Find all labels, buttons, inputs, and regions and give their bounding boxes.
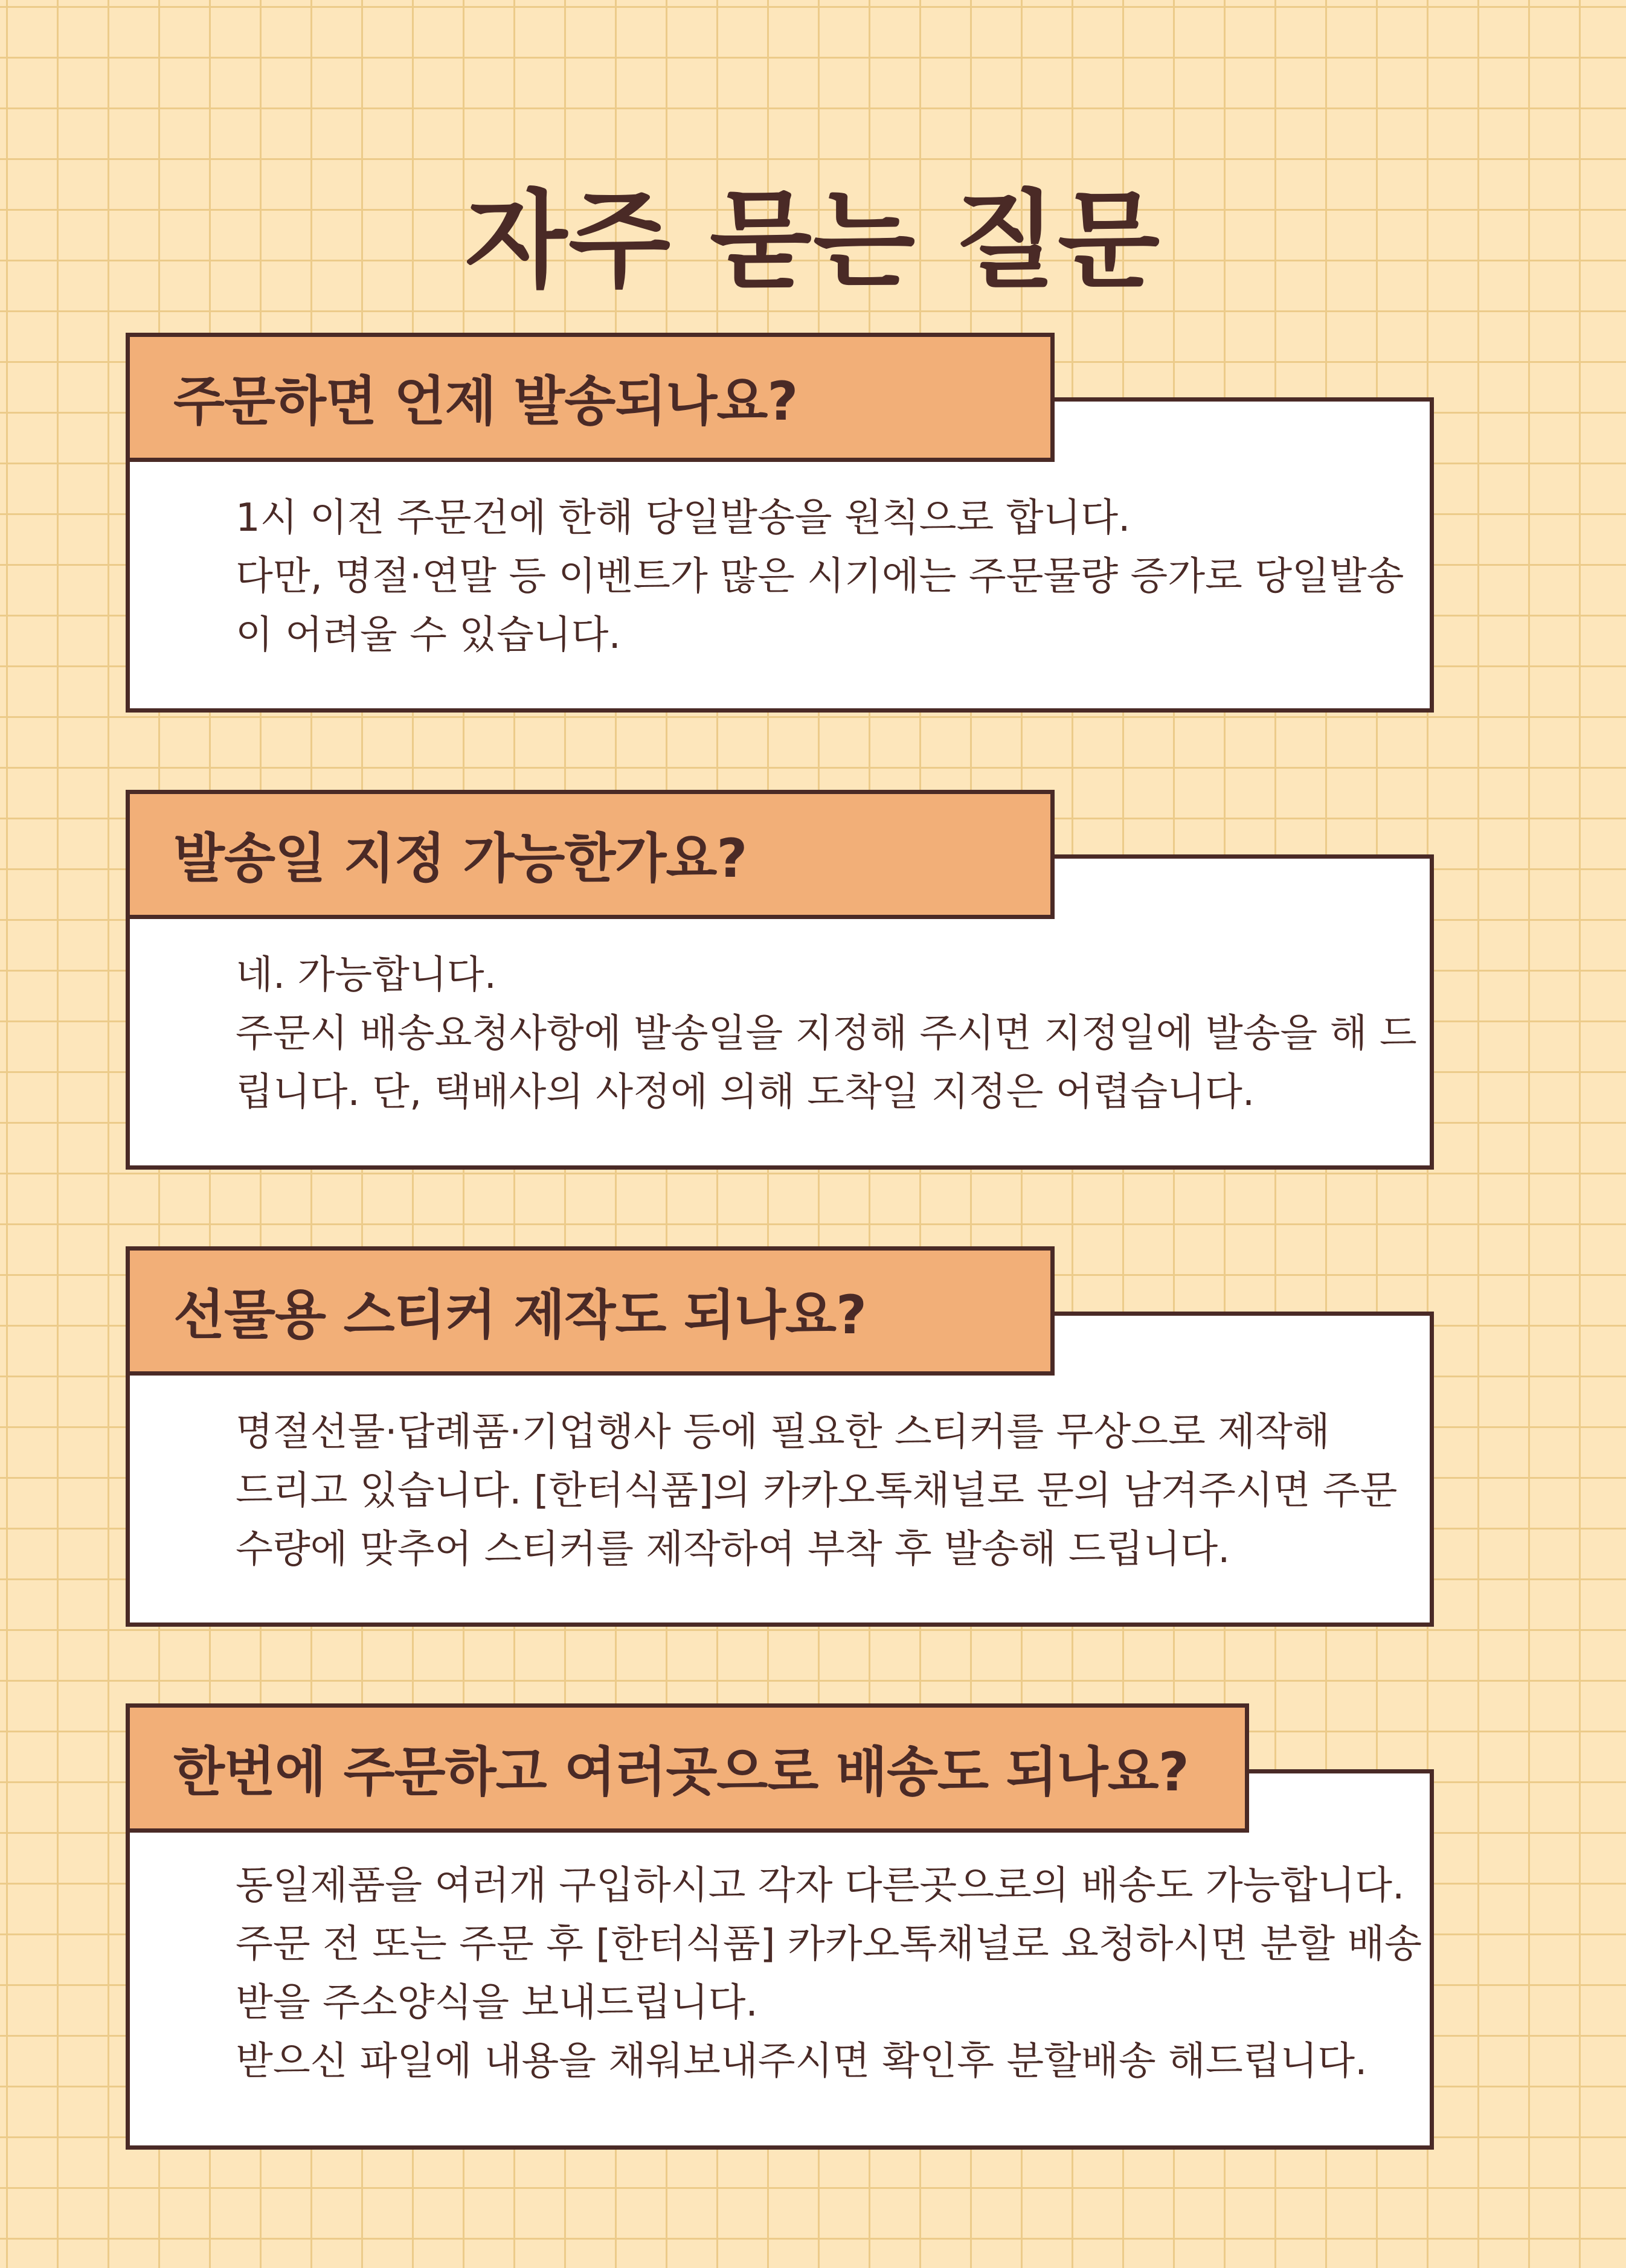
faq-answer-text [236, 946, 1417, 1122]
answer-line: 네. 가능합니다. [236, 953, 496, 998]
page-title: 자주 묻는 질문 [464, 180, 1162, 303]
faq-question-text: 주문하면 언제 발송되나요? [173, 370, 798, 432]
answer-line: 주문시 배송요청사항에 발송일을 지정해 주시면 지정일에 발송을 해 드 [236, 1011, 1417, 1056]
answer-line: 명절선물·답례품·기업행사 등에 필요한 스티커를 무상으로 제작해 [236, 1410, 1330, 1455]
faq-answer-text [236, 489, 1404, 665]
answer-line: 수량에 맞추어 스티커를 제작하여 부착 후 발송해 드립니다. [236, 1527, 1230, 1572]
faq-question-text: 발송일 지정 가능한가요? [173, 827, 747, 889]
answer-line: 립니다. 단, 택배사의 사정에 의해 도착일 지정은 어렵습니다. [236, 1070, 1255, 1115]
faq-question-box [126, 790, 1055, 919]
faq-question-text: 선물용 스티커 제작도 되나요? [173, 1284, 867, 1346]
answer-line: 주문 전 또는 주문 후 [한터식품] 카카오톡채널로 요청하시면 분할 배송 [236, 1922, 1422, 1967]
faq-question-box [126, 1703, 1249, 1833]
faq-question-text: 한번에 주문하고 여러곳으로 배송도 되나요? [173, 1741, 1189, 1803]
faq-question-box [126, 333, 1055, 462]
answer-line: 받으신 파일에 내용을 채워보내주시면 확인후 분할배송 해드립니다. [236, 2039, 1367, 2084]
faq-question-box [126, 1246, 1055, 1376]
answer-line: 다만, 명절·연말 등 이벤트가 많은 시기에는 주문물량 증가로 당일발송 [236, 554, 1404, 599]
answer-line: 동일제품을 여러개 구입하시고 각자 다른곳으로의 배송도 가능합니다. [236, 1863, 1405, 1908]
answer-line: 1시 이전 주문건에 한해 당일발송을 원칙으로 합니다. [236, 496, 1131, 540]
faq-answer-text [236, 1403, 1398, 1579]
answer-line: 받을 주소양식을 보내드립니다. [236, 1981, 758, 2025]
faq-answer-text [236, 1857, 1422, 2091]
answer-line: 드리고 있습니다. [한터식품]의 카카오톡채널로 문의 남겨주시면 주문 [236, 1469, 1398, 1513]
answer-line: 이 어려울 수 있습니다. [236, 613, 621, 658]
